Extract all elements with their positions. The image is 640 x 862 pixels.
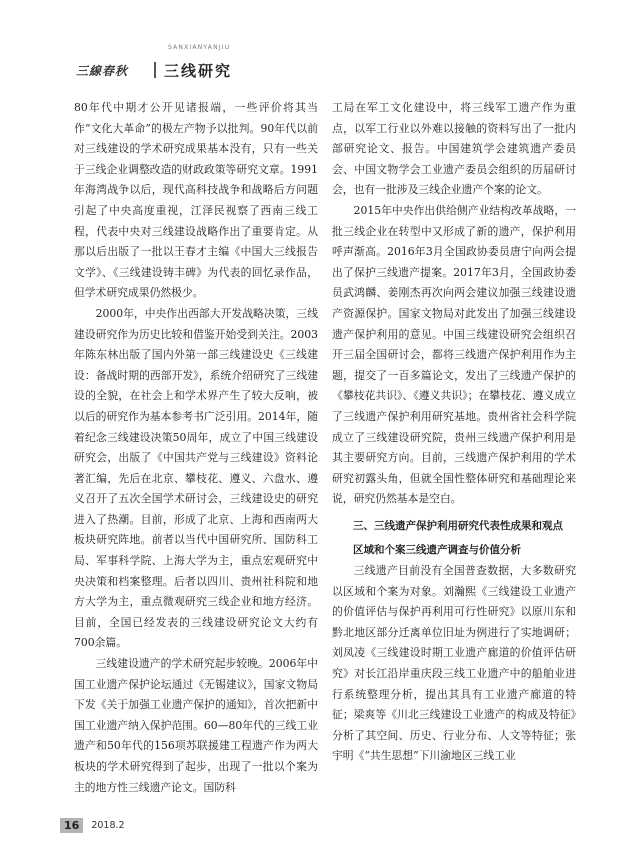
- paragraph: 工局在军工文化建设中，将三线军工遗产作为重点，以军工行业以外难以接触的资料写出了一批内部研究论文、报告。中国建筑学会建筑遗产委员会、中国文物学会工业遗产委员会组织的历届研讨会，也有一批涉及三线企业遗产个案的论文。: [332, 101, 576, 197]
- journal-logo: 三線春秋: [76, 64, 129, 78]
- right-column: [332, 98, 576, 767]
- running-header: [68, 24, 588, 96]
- issue-label: 2018.2: [91, 819, 125, 831]
- section-heading: 三、三线遗产保护利用研究代表性成果和观点: [353, 519, 563, 532]
- paragraph: 三线遗产目前没有全国普查数据，大多数研究以区域和个案为对象。刘瀚熙《三线建设工业遗产的价值评估与保护再利用可行性研究》以原川东和黔北地区部分迁离单位旧址为例进行了实地调研；刘凤凌《三线建设时期工业遗产廊道的价值评估研究》对长江沿岸重庆段三线工业遗产中的船舶业进行系统整理分析，提出其具有工业遗产廊道的特征；梁爽等《川北三线建设工业遗产的构成及特征》分析了其空间、历史、行业分布、人文等特征；张宇明《“共生思想”下川渝地区三线工业: [332, 564, 576, 763]
- subsection-heading: 区域和个案三线遗产调查与价值分析: [353, 544, 521, 557]
- header-latin-text: SANXIANYANJIU: [168, 44, 231, 51]
- page-number: 16: [60, 818, 83, 833]
- header-divider: [154, 62, 156, 78]
- column-title: 三线研究: [164, 62, 233, 80]
- paragraph: 三线建设遗产的学术研究起步较晚。2006年中国工业遗产保护论坛通过《无锡建议》，国家文物局下发《关于加强工业遗产保护的通知》，首次把新中国工业遗产纳入保护范围。60—80年代的三线工业遗产和50年代的156项苏联援建工程遗产作为两大板块的学术研究得到了起步，出现了一批以个案为主的地方性三线遗产论文。国防科: [74, 657, 318, 794]
- page-footer: [60, 816, 125, 834]
- paragraph: 80年代中期才公开见诸报端，一些评价将其当作“文化大革命”的极左产物予以批判。90年代以前对三线建设的学术研究成果基本没有，只有一些关于三线企业调整改造的财政政策等研究文章。1991年海湾战争以后，现代高科技战争和战略后方问题引起了中央高度重视，江泽民视察了西南三线工程，代表中央对三线建设战略作出了重要肯定。从那以后出版了一批以王春才主编《中国大三线报告文学》、《三线建设铸丰碑》为代表的回忆录作品，但学术研究成果仍然极少。: [74, 101, 318, 300]
- left-column: [74, 98, 318, 798]
- paragraph: 2015年中央作出供给侧产业结构改革战略，一批三线企业在转型中又形成了新的遗产，保护利用呼声渐高。2016年3月全国政协委员唐宁向两会提出了保护三线遗产提案。2017年3月，全国政协委员武鸿麟、姜刚杰再次向两会建议加强三线建设遗产资源保护。国家文物局对此发出了加强三线建设遗产保护利用的意见。中国三线建设研究会组织召开三届全国研讨会，都将三线遗产保护利用作为主题，提交了一百多篇论文，发出了三线遗产保护的《攀枝花共识》、《遵义共识》；在攀枝花、遵义成立了三线遗产保护利用研究基地。贵州省社会科学院成立了三线建设研究院，贵州三线遗产保护利用是其主要研究方向。目前，三线遗产保护利用的学术研究初露头角，但就全国性整体研究和基础理论来说，研究仍然基本是空白。: [332, 203, 576, 506]
- paragraph: 2000年，中央作出西部大开发战略决策，三线建设研究作为历史比较和借鉴开始受到关注。2003年陈东林出版了国内外第一部三线建设史《三线建设：备战时期的西部开发》，系统介绍研究了三线建设的全貌，在社会上和学术界产生了较大反响，被以后的研究作为基本参考书广泛引用。2014年，随着纪念三线建设决策50周年，成立了中国三线建设研究会，出版了《中国共产党与三线建设》资料论著汇编，先后在北京、攀枝花、遵义、六盘水、遵义召开了五次全国学术研讨会，三线建设史的研究进入了热潮。目前，形成了北京、上海和西南两大板块研究阵地。前者以当代中国研究所、国防科工局、军事科学院、上海大学为主，重点宏观研究中央决策和档案整理。后者以四川、贵州社科院和地方大学为主，重点微观研究三线企业和地方经济。目前，全国已经发表的三线建设研究论文大约有700余篇。: [74, 306, 318, 650]
